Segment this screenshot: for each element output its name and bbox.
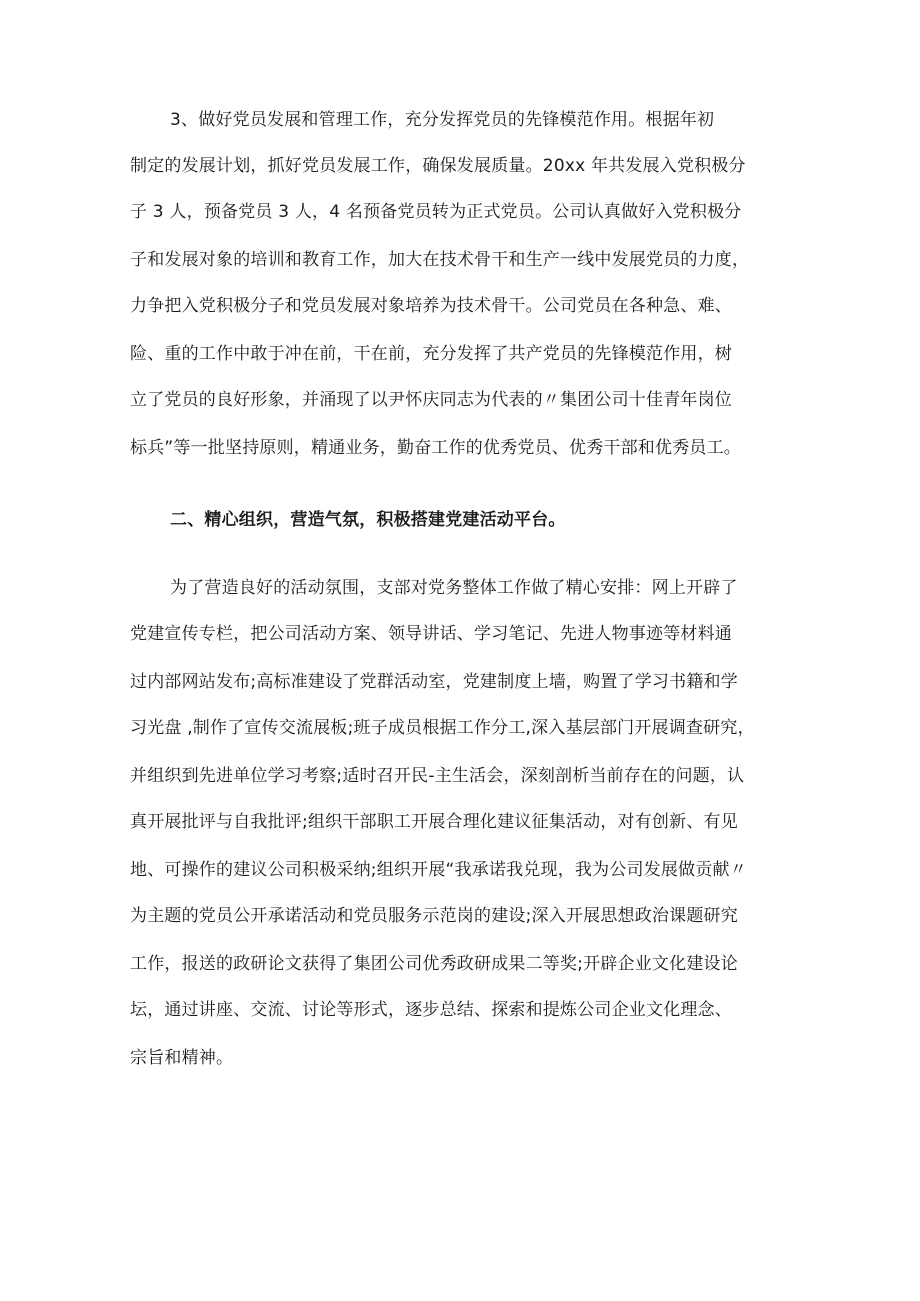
text-line: 为了营造良好的活动氛围，支部对党务整体工作做了精心安排：网上开辟了 bbox=[170, 578, 738, 598]
text-line: 3、做好党员发展和管理工作，充分发挥党员的先锋模范作用。根据年初 bbox=[170, 110, 715, 130]
text-line: 并组织到先进单位学习考察;适时召开民-主生活会，深刻剖析当前存在的问题，认 bbox=[130, 766, 745, 786]
text-line: 立了党员的良好形象，并涌现了以尹怀庆同志为代表的〃集团公司十佳青年岗位 bbox=[130, 390, 732, 410]
text-line: 子 3 人，预备党员 3 人，4 名预备党员转为正式党员。公司认真做好入党积极分 bbox=[130, 202, 742, 222]
section-heading: 二、精心组织，营造气氛，积极搭建党建活动平台。 bbox=[170, 510, 566, 530]
text-line: 工作，报送的政研论文获得了集团公司优秀政研成果二等奖;开辟企业文化建设论 bbox=[130, 954, 738, 974]
text-line: 险、重的工作中敢于冲在前，干在前，充分发挥了共产党员的先锋模范作用，树 bbox=[130, 344, 732, 364]
text-line: 过内部网站发布;高标准建设了党群活动室，党建制度上墙，购置了学习书籍和学 bbox=[130, 672, 738, 692]
text-line: 党建宣传专栏，把公司活动方案、领导讲话、学习笔记、先进人物事迹等材料通 bbox=[130, 624, 732, 644]
text-line: 宗旨和精神。 bbox=[130, 1048, 234, 1068]
text-line: 为主题的党员公开承诺活动和党员服务示范岗的建设;深入开展思想政治课题研究 bbox=[130, 906, 738, 926]
text-line: 坛，通过讲座、交流、讨论等形式，逐步总结、探索和提炼公司企业文化理念、 bbox=[130, 1000, 732, 1020]
text-line: 力争把入党积极分子和党员发展对象培养为技术骨干。公司党员在各种急、难、 bbox=[130, 296, 732, 316]
text-line: 习光盘 ,制作了宣传交流展板;班子成员根据工作分工,深入基层部门开展调查研究， bbox=[130, 718, 755, 738]
text-line: 真开展批评与自我批评;组织干部职工开展合理化建议征集活动，对有创新、有见 bbox=[130, 812, 738, 832]
text-line: 地、可操作的建议公司积极采纳;组织开展“我承诺我兑现，我为公司发展做贡献〃 bbox=[130, 860, 747, 880]
text-line: 子和发展对象的培训和教育工作，加大在技术骨干和生产一线中发展党员的力度， bbox=[130, 250, 750, 270]
text-line: 制定的发展计划，抓好党员发展工作，确保发展质量。20xx 年共发展入党积极分 bbox=[130, 156, 746, 176]
text-line: 标兵”等一批坚持原则，精通业务，勤奋工作的优秀党员、优秀干部和优秀员工。 bbox=[130, 438, 742, 458]
